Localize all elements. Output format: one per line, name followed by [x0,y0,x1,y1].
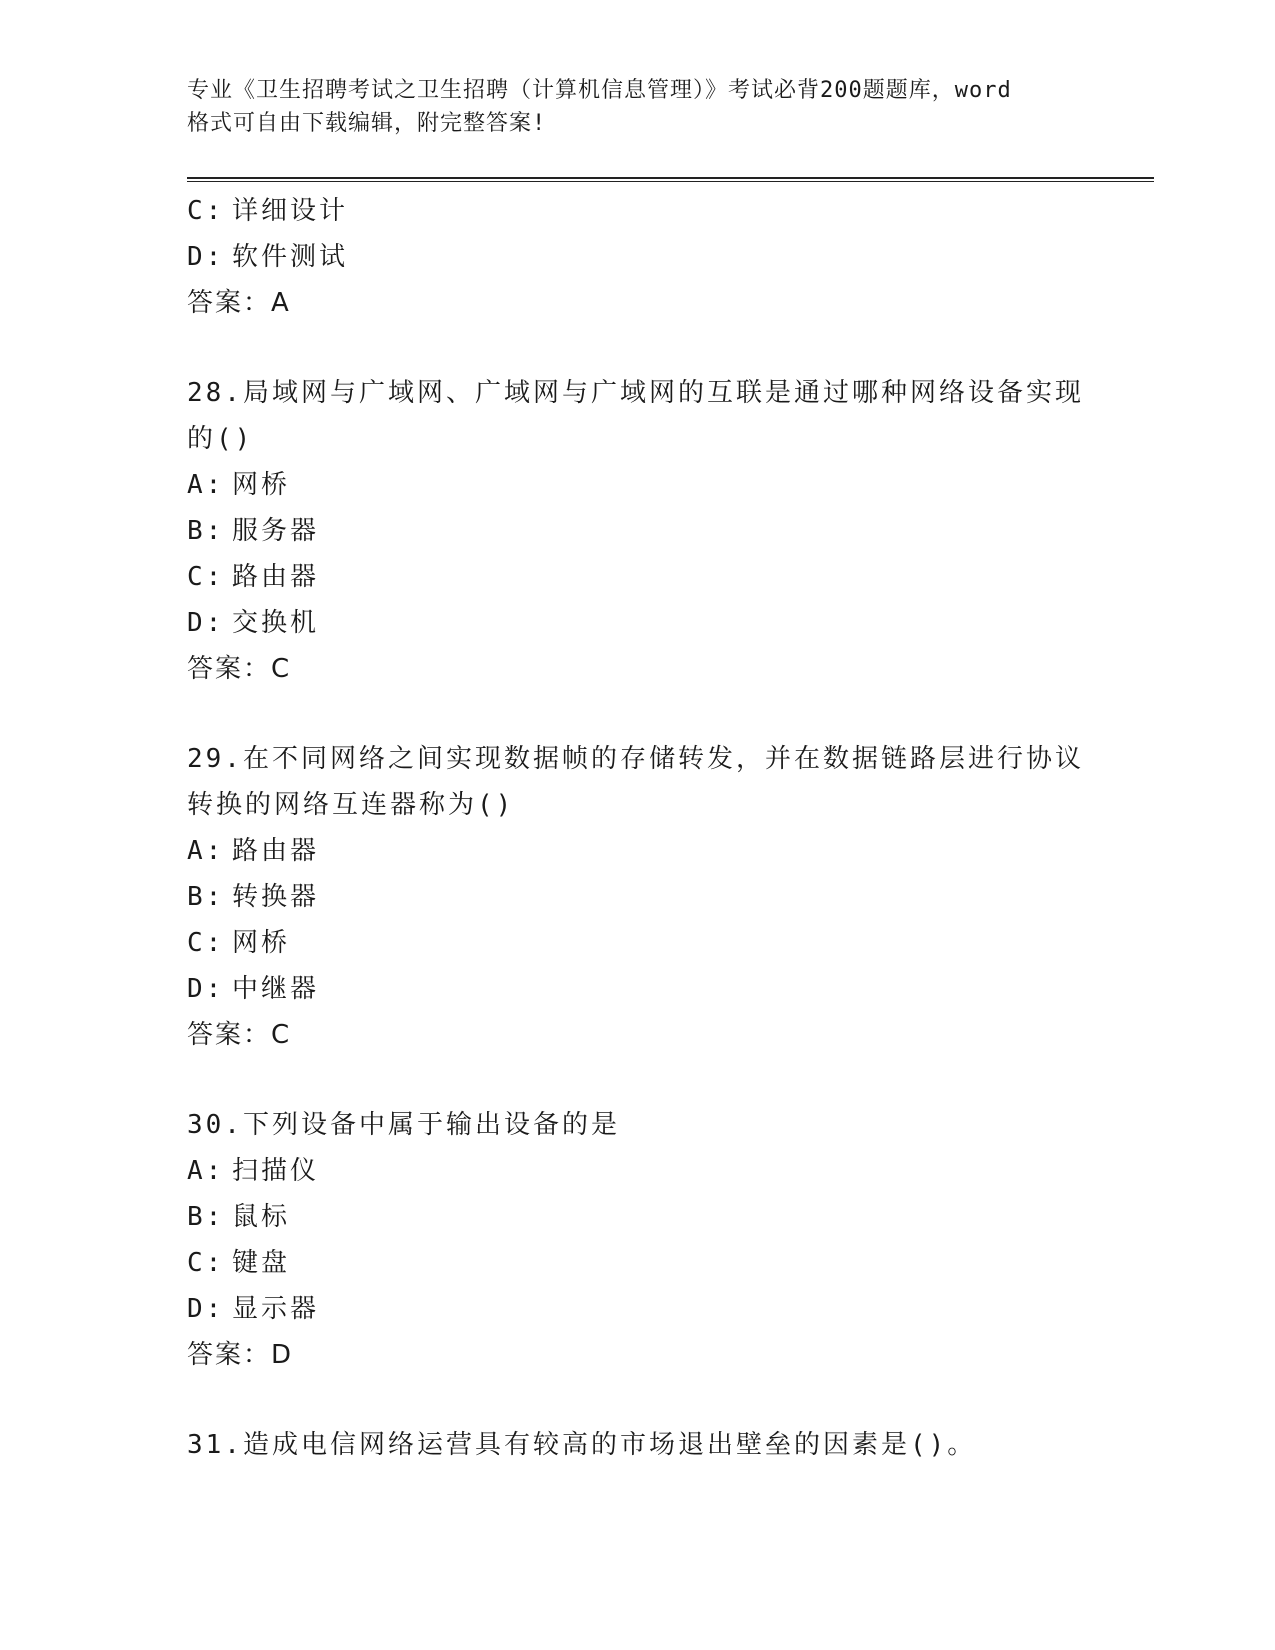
question-text-line-2: 转换的网络互连器称为() [187,790,515,820]
document-body [187,188,1087,1468]
question-29 [187,736,1087,1058]
option-letter: C: [187,1248,225,1278]
option-c [187,188,1087,234]
option-letter: C: [187,562,225,592]
question-text-line-1: 31.造成电信网络运营具有较高的市场退出壁垒的因素是()。 [187,1430,977,1460]
option-c [187,920,1087,966]
header-line-2: 格式可自由下载编辑，附完整答案! [187,111,547,136]
option-c [187,1240,1087,1286]
option-text: 扫描仪 [232,1156,320,1186]
question-28 [187,370,1087,692]
option-c [187,554,1087,600]
option-b [187,874,1087,920]
answer-line: 答案：C [187,1020,292,1050]
option-letter: A: [187,470,225,500]
question-30 [187,1102,1087,1378]
option-a [187,1148,1087,1194]
option-b [187,508,1087,554]
option-letter: B: [187,1202,225,1232]
header-divider [187,177,1154,179]
option-text: 服务器 [232,516,320,546]
option-d [187,234,1087,280]
option-letter: C: [187,196,225,226]
question-27-tail [187,188,1087,326]
question-text-line-1: 29.在不同网络之间实现数据帧的存储转发，并在数据链路层进行协议 [187,744,1084,774]
option-d [187,600,1087,646]
option-d [187,966,1087,1012]
option-letter: A: [187,836,225,866]
option-letter: D: [187,608,225,638]
question-31 [187,1422,1087,1468]
answer-line: 答案：C [187,654,292,684]
answer-line: 答案：D [187,1340,294,1370]
option-letter: B: [187,516,225,546]
option-letter: D: [187,242,225,272]
question-text-line-1: 28.局域网与广域网、广域网与广域网的互联是通过哪种网络设备实现 [187,378,1084,408]
header-line-1: 专业《卫生招聘考试之卫生招聘（计算机信息管理）》考试必背200题题库，word [187,78,1012,103]
option-b [187,1194,1087,1240]
option-text: 网桥 [232,470,291,500]
option-text: 鼠标 [232,1202,291,1232]
option-text: 路由器 [232,562,320,592]
option-letter: B: [187,882,225,912]
option-text: 转换器 [232,882,320,912]
option-d [187,1286,1087,1332]
option-text: 路由器 [232,836,320,866]
option-text: 网桥 [232,928,291,958]
answer-line: 答案：A [187,288,291,318]
option-text: 详细设计 [232,196,349,226]
option-letter: D: [187,1294,225,1324]
option-a [187,828,1087,874]
question-text-line-2: 的() [187,424,254,454]
option-text: 键盘 [232,1248,291,1278]
option-letter: A: [187,1156,225,1186]
option-a [187,462,1087,508]
option-text: 交换机 [232,608,320,638]
option-text: 软件测试 [232,242,349,272]
option-text: 中继器 [232,974,320,1004]
header-divider-thin [187,181,1154,182]
option-text: 显示器 [232,1294,320,1324]
question-text-line-1: 30.下列设备中属于输出设备的是 [187,1110,620,1140]
option-letter: C: [187,928,225,958]
document-header [187,74,1087,140]
option-letter: D: [187,974,225,1004]
